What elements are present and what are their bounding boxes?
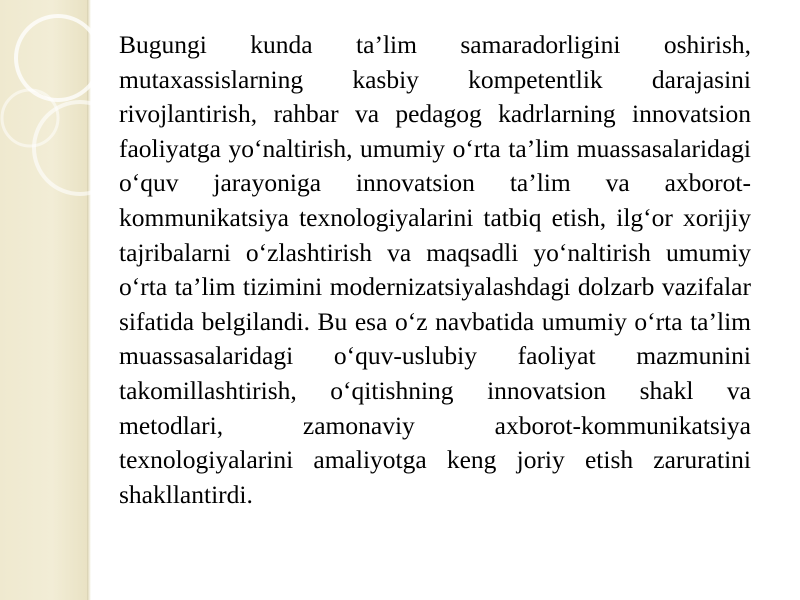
decorative-rings-graphic [0,0,130,260]
decorative-ring-small [2,90,58,146]
decorative-ring-middle [34,102,126,194]
slide-body-paragraph: Bugungi kunda ta’lim samaradorligini oshirish, mutaxassislarning kasbiy kompetentlik darajasini rivojlantirish, rahbar va pedagog kadrlarning innovatsion faoliyatga yo‘naltirish, umumiy o‘rta ta’lim muassasalaridagi o‘quv jarayoniga innovatsion ta’lim va axborot-kommunikatsiya texnologiyalarini tatbiq etish, ilg‘or xorijiy tajribalarni o‘zlashtirish va maqsadli yo‘naltirish umumiy o‘rta ta’lim tizimini modernizatsiyalashdagi dolzarb vazifalar sifatida belgilandi. Bu esa o‘z navbatida umumiy o‘rta ta’lim muassasalaridagi o‘quv-uslubiy faoliyat mazmunini takomillashtirish, o‘qitishning innovatsion shakl va metodlari, zamonaviy axborot-kommunikatsiya texnologiyalarini amaliyotga keng joriy etish zaruratini shakllantirdi. [119,30,751,509]
decorative-ring-top [16,16,100,100]
